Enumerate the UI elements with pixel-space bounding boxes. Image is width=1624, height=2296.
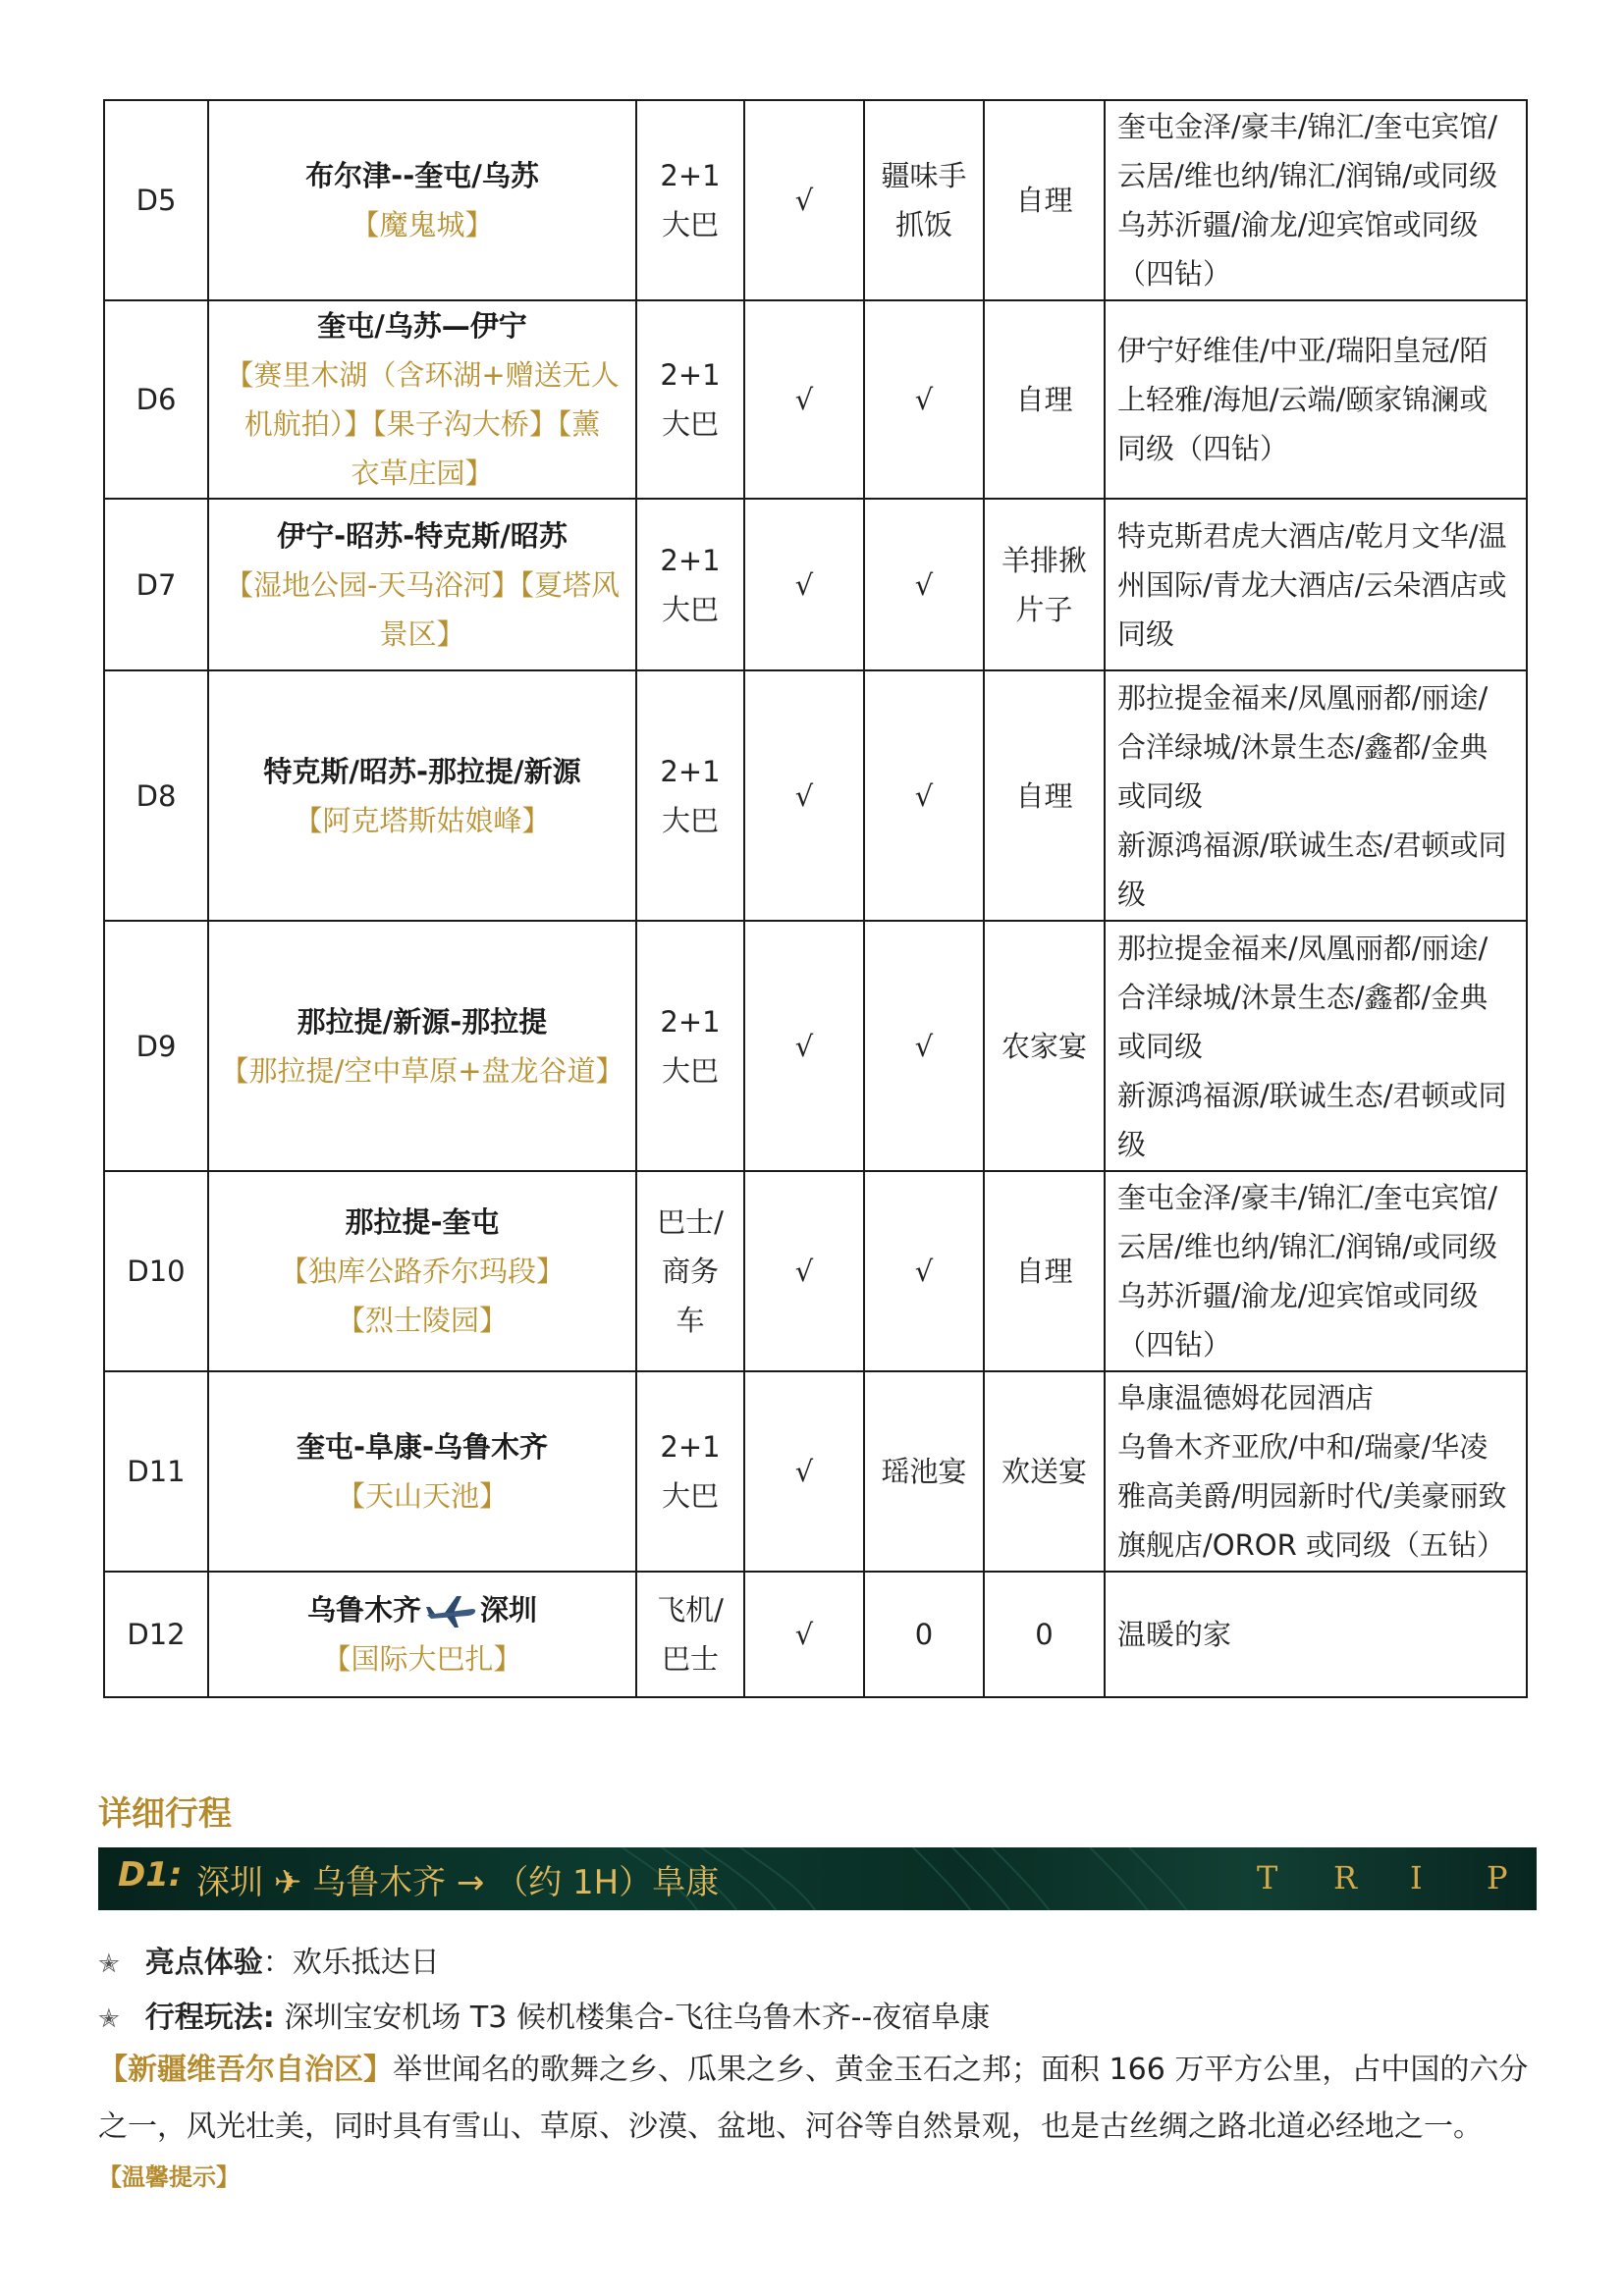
cell-line: 疆味手	[881, 159, 967, 192]
trip-letter-r: R	[1333, 1859, 1360, 1896]
cell-line: 云居/维也纳/锦汇/润锦/或同级	[1117, 159, 1498, 192]
cell-line: √	[914, 383, 934, 416]
cell-line: 2+1	[660, 754, 721, 788]
bullet-highlight	[98, 1938, 440, 1981]
day-cell: D8	[104, 670, 208, 921]
route-title: 那拉提/新源-那拉提	[297, 1004, 548, 1039]
cell-line: 商务	[661, 1255, 719, 1288]
dinner-cell	[984, 300, 1105, 499]
cell-line: 级	[1117, 1127, 1147, 1161]
day-cell: D12	[104, 1572, 208, 1697]
cell-line: 奎屯金泽/豪丰/锦汇/奎屯宾馆/	[1117, 110, 1498, 143]
lunch-cell	[864, 1171, 984, 1371]
cell-line: 自理	[1015, 1255, 1073, 1288]
cell-line: （四钻）	[1117, 257, 1232, 291]
hotel-cell	[1105, 499, 1527, 670]
cell-line: 飞机/	[657, 1593, 724, 1627]
route-spots: 【独库公路乔尔玛段】	[279, 1255, 565, 1288]
route-title: 那拉提-奎屯	[345, 1205, 500, 1239]
breakfast-cell: √	[744, 300, 864, 499]
cell-line: 合洋绿城/沐景生态/鑫都/金典	[1117, 980, 1489, 1014]
cell-line: 大巴	[661, 803, 719, 837]
cell-line: 奎屯金泽/豪丰/锦汇/奎屯宾馆/	[1117, 1181, 1498, 1214]
day-cell: D11	[104, 1371, 208, 1572]
cell-line: 乌鲁木齐亚欣/中和/瑞豪/华凌	[1117, 1430, 1489, 1464]
dinner-cell	[984, 921, 1105, 1171]
dinner-cell	[984, 100, 1105, 300]
cell-line: 车	[676, 1304, 705, 1337]
route-from: 乌鲁木齐	[306, 1593, 421, 1627]
table-row	[104, 670, 1527, 921]
route-cell	[208, 921, 636, 1171]
bullet-text: 深圳宝安机场 T3 候机楼集合-飞往乌鲁木齐--夜宿阜康	[274, 2001, 991, 2035]
cell-line: 旗舰店/OROR 或同级（五钻）	[1117, 1528, 1505, 1562]
table-row	[104, 300, 1527, 499]
cell-line: 大巴	[661, 592, 719, 626]
banner-day: D1:	[118, 1855, 183, 1895]
cell-line: 2+1	[660, 1430, 721, 1464]
lunch-cell	[864, 921, 984, 1171]
route-cell	[208, 300, 636, 499]
cell-line: 特克斯君虎大酒店/乾月文华/温	[1117, 518, 1507, 553]
cell-line: 或同级	[1117, 778, 1204, 813]
cell-line: （四钻）	[1117, 1328, 1232, 1362]
transport-cell	[636, 300, 744, 499]
route-cell	[208, 100, 636, 300]
cell-line: 乌苏沂疆/渝龙/迎宾馆或同级	[1117, 1279, 1479, 1312]
cell-line: 同级	[1117, 616, 1175, 651]
breakfast-cell: √	[744, 670, 864, 921]
cell-line: √	[914, 1255, 934, 1288]
cell-line: 州国际/青龙大酒店/云朵酒店或	[1117, 567, 1507, 602]
cell-line: 2+1	[660, 1004, 721, 1039]
cell-line: 大巴	[661, 1053, 719, 1088]
route-title	[209, 1585, 635, 1634]
cell-line: √	[914, 778, 934, 813]
route-cell	[208, 670, 636, 921]
cell-line: 阜康温德姆花园酒店	[1117, 1381, 1375, 1415]
table-row	[104, 1371, 1527, 1572]
cell-line: 2+1	[660, 358, 721, 392]
breakfast-cell: √	[744, 499, 864, 670]
route-title: 伊宁-昭苏-特克斯/昭苏	[277, 518, 568, 553]
transport-cell	[636, 1572, 744, 1697]
cell-line: 合洋绿城/沐景生态/鑫都/金典	[1117, 729, 1489, 764]
route-title: 奎屯/乌苏—伊宁	[317, 309, 527, 343]
day-cell: D7	[104, 499, 208, 670]
cell-line: 上轻雅/海旭/云端/颐家锦澜或	[1117, 383, 1489, 416]
route-spots: 【国际大巴扎】	[322, 1642, 522, 1676]
itinerary-table	[103, 99, 1528, 1698]
route-title: 布尔津--奎屯/乌苏	[305, 159, 539, 192]
trip-letter-p: P	[1487, 1859, 1510, 1896]
bullet-text: ：欢乐抵达日	[262, 1946, 440, 1980]
route-title: 奎屯-阜康-乌鲁木齐	[296, 1430, 549, 1464]
dinner-cell: 0	[984, 1572, 1105, 1697]
trip-letter-i: I	[1410, 1859, 1425, 1896]
table-row	[104, 1572, 1527, 1697]
table-row	[104, 1171, 1527, 1371]
dinner-cell	[984, 670, 1105, 921]
transport-cell	[636, 1371, 744, 1572]
cell-line: 新源鸿福源/联诚生态/君顿或同	[1117, 1078, 1507, 1112]
route-spots: 【魔鬼城】	[351, 208, 494, 241]
day-cell: D10	[104, 1171, 208, 1371]
day-cell: D9	[104, 921, 208, 1171]
table-row	[104, 499, 1527, 670]
hotel-cell	[1105, 670, 1527, 921]
hotel-cell: 温暖的家	[1105, 1572, 1527, 1697]
cell-line: 欢送宴	[1001, 1455, 1087, 1488]
breakfast-cell: √	[744, 100, 864, 300]
table-row	[104, 100, 1527, 300]
tip-heading: 【温馨提示】	[98, 2163, 240, 2191]
lunch-cell	[864, 300, 984, 499]
hotel-cell	[1105, 921, 1527, 1171]
cell-line: 巴士/	[657, 1205, 724, 1239]
cell-line: 片子	[1015, 592, 1073, 626]
cell-line: 自理	[1015, 778, 1073, 813]
cell-line: 2+1	[660, 159, 721, 192]
cell-line: 巴士	[661, 1642, 719, 1676]
breakfast-cell: √	[744, 921, 864, 1171]
bullet-label: 亮点体验	[144, 1946, 263, 1980]
cell-line: 农家宴	[1001, 1029, 1087, 1063]
cell-line: 伊宁好维佳/中亚/瑞阳皇冠/陌	[1117, 334, 1489, 367]
cell-line: 或同级	[1117, 1029, 1204, 1063]
transport-cell	[636, 921, 744, 1171]
cell-line: 云居/维也纳/锦汇/润锦/或同级	[1117, 1230, 1498, 1263]
cell-line: 新源鸿福源/联诚生态/君顿或同	[1117, 828, 1507, 862]
transport-cell	[636, 1171, 744, 1371]
route-spots: 【天山天池】	[336, 1479, 508, 1513]
trip-letter-t: T	[1257, 1859, 1280, 1896]
bullet-label: 行程玩法:	[144, 2001, 275, 2035]
cell-line: 那拉提金福来/凤凰丽都/丽途/	[1117, 931, 1489, 965]
region-intro	[98, 2042, 1542, 2156]
cell-line: 瑶池宴	[881, 1455, 967, 1488]
route-spots: 【烈士陵园】	[336, 1304, 508, 1337]
breakfast-cell: √	[744, 1371, 864, 1572]
cell-line: 2+1	[660, 543, 721, 577]
route-cell	[208, 1171, 636, 1371]
section-heading: 详细行程	[98, 1794, 232, 1834]
route-to: 深圳	[480, 1593, 538, 1627]
cell-line: 那拉提金福来/凤凰丽都/丽途/	[1117, 680, 1489, 715]
lunch-cell	[864, 670, 984, 921]
table-row	[104, 921, 1527, 1171]
cell-line: 同级（四钻）	[1117, 432, 1289, 465]
cell-line: 大巴	[661, 208, 719, 241]
route-spots: 【阿克塔斯姑娘峰】	[294, 803, 551, 837]
route-spots: 【赛里木湖（含环湖+赠送无人	[225, 358, 620, 392]
cell-line: 大巴	[661, 407, 719, 441]
route-title: 特克斯/昭苏-那拉提/新源	[263, 754, 581, 788]
cell-line: 雅高美爵/明园新时代/美豪丽致	[1117, 1479, 1507, 1513]
cell-line: 乌苏沂疆/渝龙/迎宾馆或同级	[1117, 208, 1479, 241]
lunch-cell	[864, 100, 984, 300]
dinner-cell	[984, 499, 1105, 670]
route-cell	[208, 1371, 636, 1572]
dinner-cell	[984, 1171, 1105, 1371]
transport-cell	[636, 100, 744, 300]
route-spots: 景区】	[379, 616, 465, 651]
airplane-icon	[425, 1592, 476, 1631]
hotel-cell	[1105, 100, 1527, 300]
hotel-cell	[1105, 1371, 1527, 1572]
breakfast-cell: √	[744, 1572, 864, 1697]
route-spots: 衣草庄园】	[351, 456, 494, 490]
route-cell	[208, 1572, 636, 1697]
breakfast-cell: √	[744, 1171, 864, 1371]
cell-line: 级	[1117, 877, 1147, 911]
region-tag: 【新疆维吾尔自治区】	[98, 2053, 393, 2087]
cell-line: √	[914, 567, 934, 602]
route-spots: 【那拉提/空中草原+盘龙谷道】	[220, 1053, 624, 1088]
lunch-cell	[864, 1371, 984, 1572]
dinner-cell	[984, 1371, 1105, 1572]
route-spots: 机航拍）】【果子沟大桥】【薰	[244, 407, 601, 441]
bullet-schedule	[98, 1993, 990, 2036]
route-cell	[208, 499, 636, 670]
route-spots: 【湿地公园-天马浴河】【夏塔风	[225, 567, 620, 602]
banner-route: 深圳 ✈ 乌鲁木齐 → （约 1H）阜康	[196, 1863, 720, 1902]
cell-line: √	[914, 1029, 934, 1063]
star-icon: ✭	[98, 1949, 120, 1979]
cell-line: 大巴	[661, 1479, 719, 1513]
cell-line: 羊排揪	[1001, 543, 1087, 577]
cell-line: 自理	[1015, 184, 1073, 217]
day-banner	[98, 1847, 1537, 1910]
star-icon: ✭	[98, 2004, 120, 2034]
lunch-cell: 0	[864, 1572, 984, 1697]
cell-line: 抓饭	[894, 208, 952, 241]
day-cell: D5	[104, 100, 208, 300]
transport-cell	[636, 670, 744, 921]
region-text: 举世闻名的歌舞之乡、瓜果之乡、黄金玉石之邦；面积 166 万平方公里，占中国的六分之一，风光壮美，同时具有雪山、草原、沙漠、盆地、河谷等自然景观，也是古丝绸之路北道必经地之一。	[98, 2053, 1529, 2144]
cell-line: 自理	[1015, 383, 1073, 416]
transport-cell	[636, 499, 744, 670]
day-cell: D6	[104, 300, 208, 499]
hotel-cell	[1105, 300, 1527, 499]
hotel-cell	[1105, 1171, 1527, 1371]
lunch-cell	[864, 499, 984, 670]
